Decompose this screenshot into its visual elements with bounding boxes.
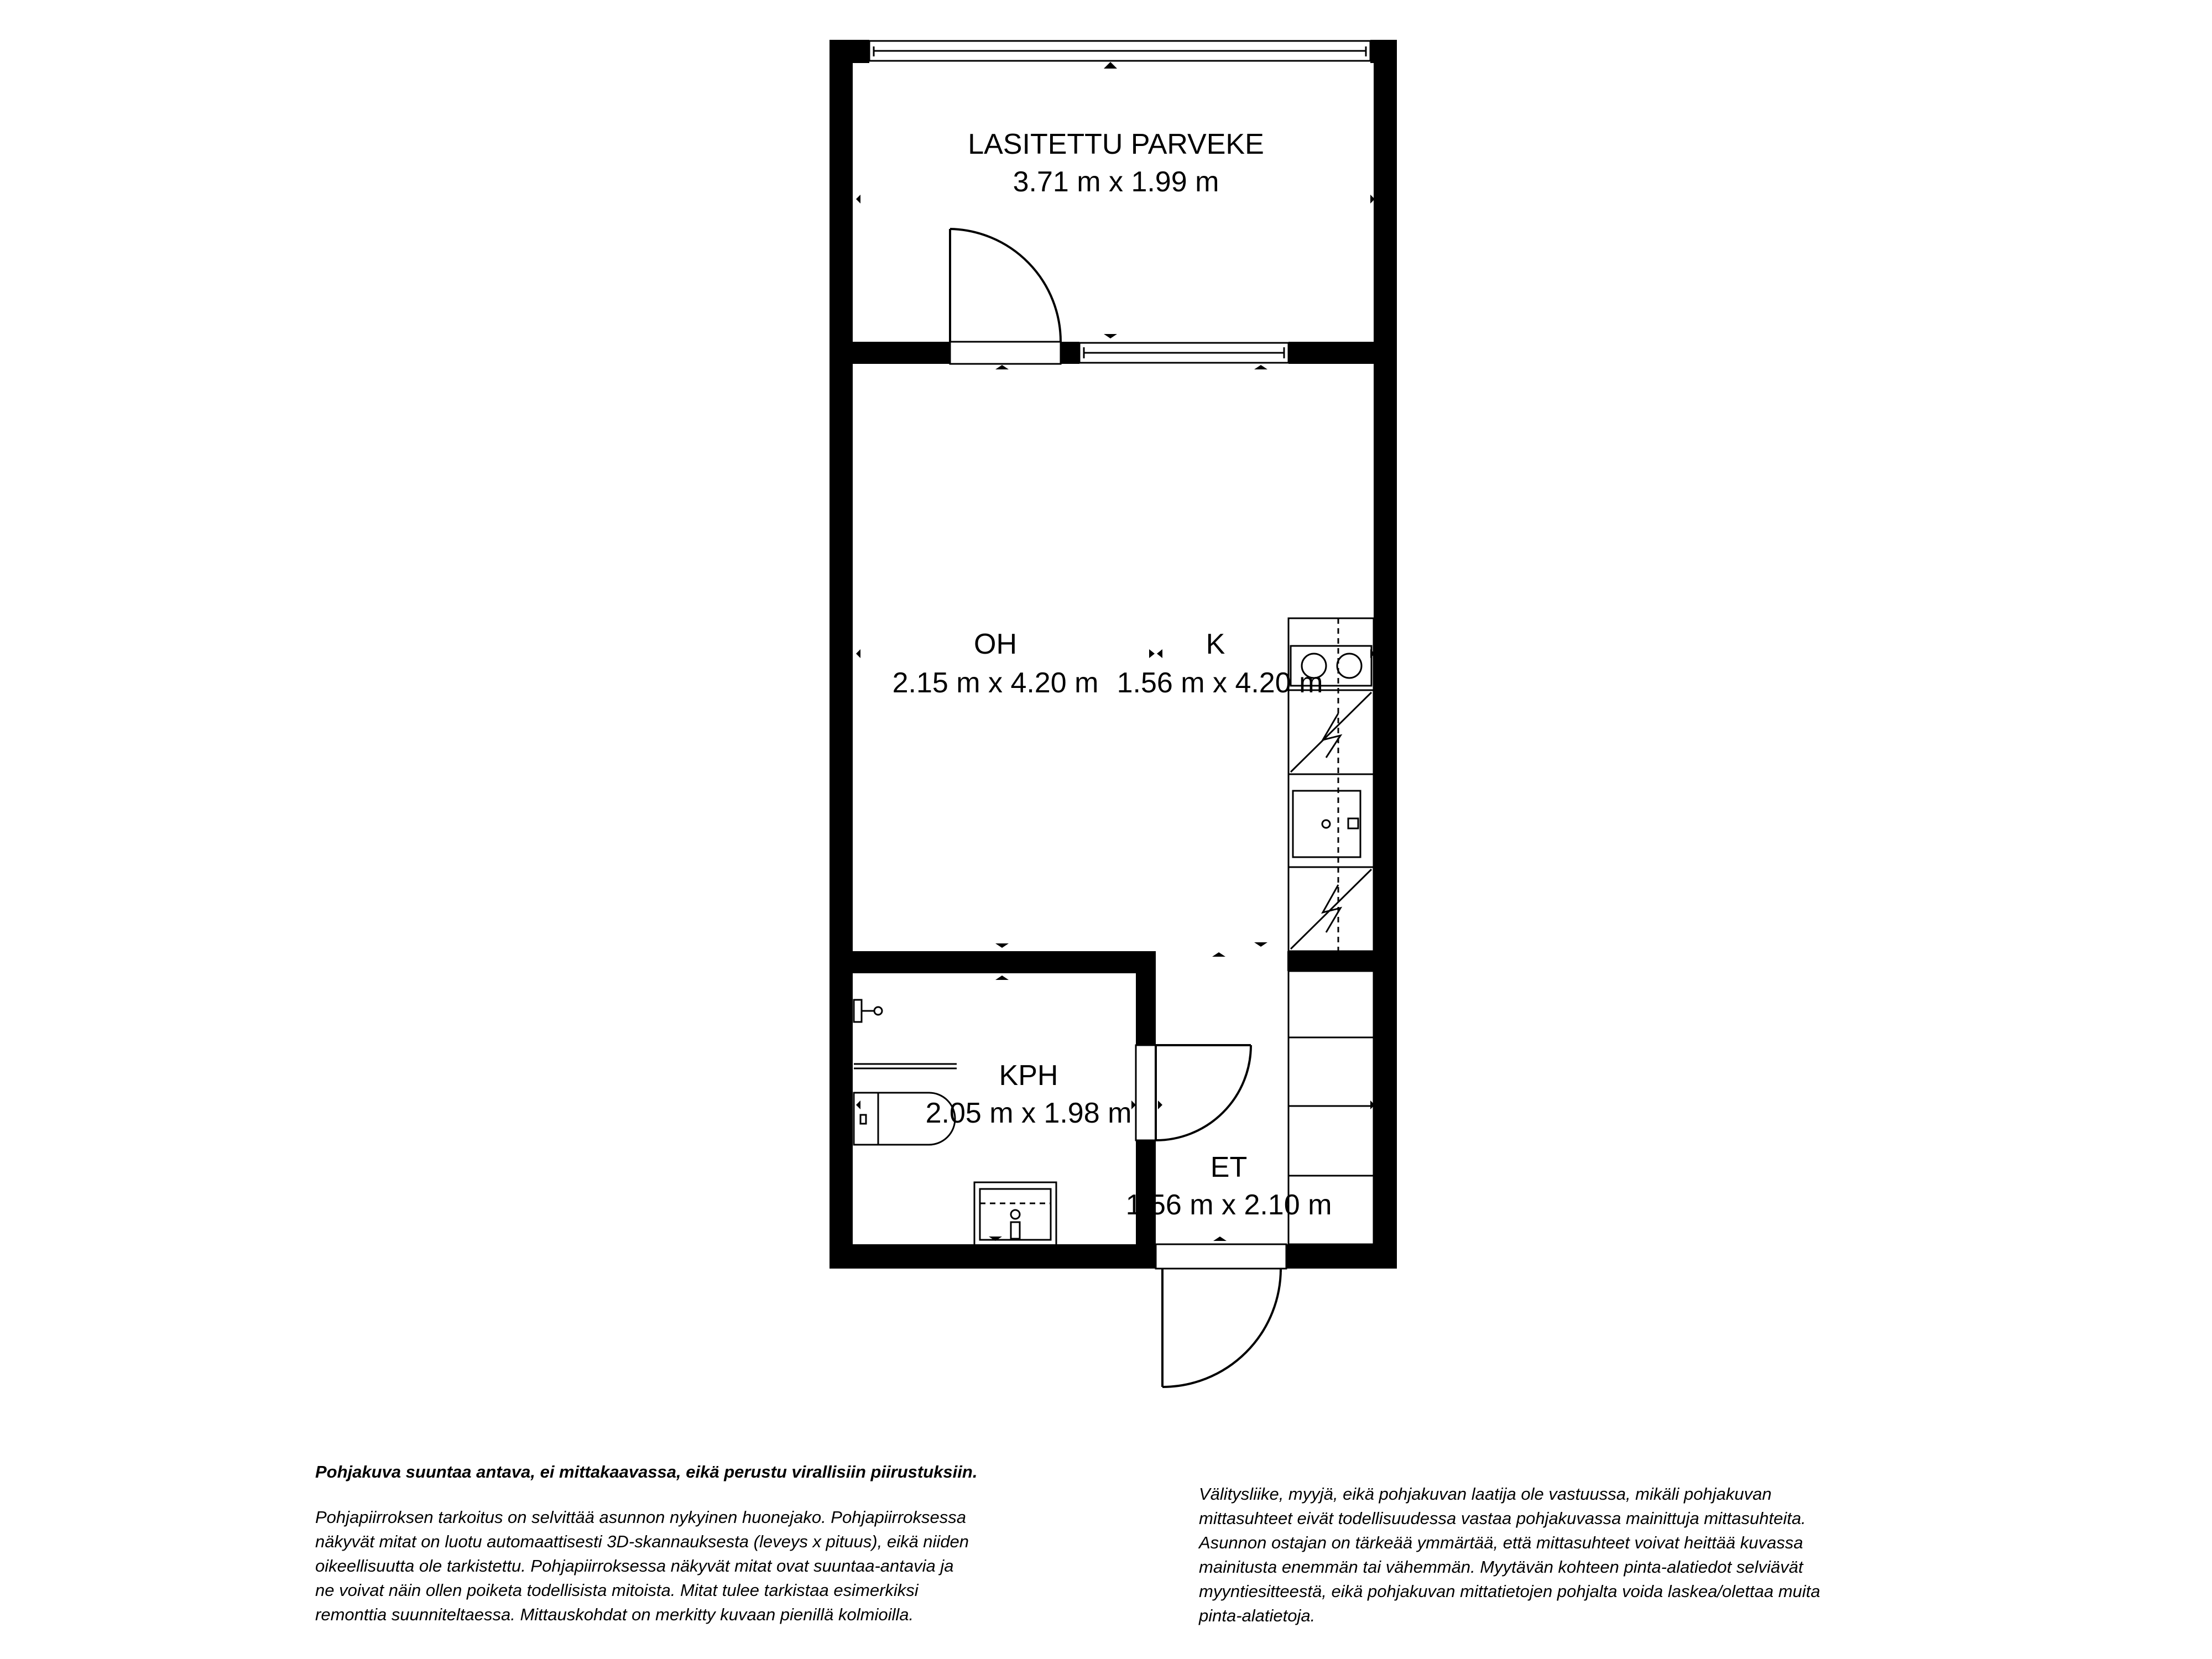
disclaimer-headline: Pohjakuva suuntaa antava, ei mittakaavassa, eikä perustu virallisiin piirustuksiin. bbox=[315, 1462, 978, 1481]
disclaimer-left-line: ne voivat näin ollen poiketa todellisista mitoista. Mitat tulee tarkistaa esimerkiksi bbox=[315, 1580, 919, 1600]
room-dimensions-et: 1.56 m x 2.10 m bbox=[1125, 1189, 1332, 1221]
outer-wall-right bbox=[1374, 40, 1397, 1269]
balcony-glazing bbox=[869, 41, 1370, 61]
disclaimer-left bbox=[315, 1505, 969, 1627]
outer-wall-top-right bbox=[1370, 40, 1397, 63]
disclaimer-right-line: mittasuhteet eivät todellisuudessa vastaa pohjakuvassa mainittuja mittasuhteita. bbox=[1199, 1509, 1806, 1528]
bathroom-sink-icon bbox=[974, 1182, 1056, 1245]
disclaimer-left-line: näkyvät mitat on luotu automaattisesti 3D-skannauksesta (leveys x pituus), eikä niiden bbox=[315, 1532, 969, 1551]
room-name-et: ET bbox=[1210, 1151, 1248, 1183]
room-name-oh: OH bbox=[974, 628, 1017, 660]
bathroom-wall-top bbox=[830, 951, 1156, 973]
disclaimer-right bbox=[1199, 1482, 1820, 1628]
room-name-parveke: LASITETTU PARVEKE bbox=[968, 128, 1264, 160]
bathroom-door-threshold bbox=[1136, 1045, 1156, 1140]
kitchen-sink-icon bbox=[1293, 791, 1360, 857]
disclaimer-right-line: Välitysliike, myyjä, eikä pohjakuvan laatija ole vastuussa, mikäli pohjakuvan bbox=[1199, 1484, 1772, 1504]
fridge-icon bbox=[1291, 692, 1371, 772]
disclaimer-right-line: mainitusta enemmän tai vähemmän. Myytävän kohteen pinta-alatiedot selviävät bbox=[1199, 1557, 1803, 1577]
dishwasher-icon bbox=[1291, 869, 1371, 949]
balcony-wall-right bbox=[1288, 342, 1397, 364]
entrance-door-threshold bbox=[1156, 1244, 1286, 1269]
outer-wall-left bbox=[830, 40, 853, 1269]
shower-fixture-icon bbox=[854, 1000, 882, 1022]
balcony-door bbox=[950, 229, 1061, 342]
room-dimensions-kph: 2.05 m x 1.98 m bbox=[925, 1097, 1132, 1129]
disclaimer-right-line: pinta-alatietoja. bbox=[1199, 1606, 1316, 1625]
balcony-door-threshold bbox=[950, 342, 1061, 364]
balcony-wall-mid bbox=[1061, 342, 1079, 364]
room-dimensions-oh: 2.15 m x 4.20 m bbox=[892, 667, 1099, 699]
bathroom-door bbox=[1156, 1045, 1251, 1140]
entrance-door bbox=[1162, 1269, 1281, 1387]
disclaimer-left-line: Pohjapiirroksen tarkoitus on selvittää asunnon nykyinen huonejako. Pohjapiirroksessa bbox=[315, 1507, 966, 1527]
disclaimer-left-line: oikeellisuutta ole tarkistettu. Pohjapiirroksessa näkyvät mitat ovat suuntaa-antavia ja bbox=[315, 1556, 954, 1575]
kitchen-wall bbox=[1287, 951, 1397, 971]
room-dimensions-k: 1.56 m x 4.20 m bbox=[1117, 667, 1323, 699]
shower-rail bbox=[854, 1064, 957, 1068]
outer-wall-top-left bbox=[830, 40, 869, 63]
room-dimensions-parveke: 3.71 m x 1.99 m bbox=[1013, 166, 1219, 198]
outer-wall-bottom-left bbox=[830, 1244, 1156, 1269]
bathroom-wall-right-upper bbox=[1136, 951, 1156, 1045]
balcony-window bbox=[1079, 343, 1288, 363]
disclaimer-left-line: remonttia suunniteltaessa. Mittauskohdat on merkitty kuvaan pienillä kolmioilla. bbox=[315, 1605, 914, 1624]
disclaimer-right-line: myyntiesitteestä, eikä pohjakuvan mittatietojen pohjalta voida laskea/olettaa muita bbox=[1199, 1582, 1820, 1601]
disclaimer-right-line: Asunnon ostajan on tärkeää ymmärtää, että mittasuhteet voivat heittää kuvassa bbox=[1199, 1533, 1803, 1552]
outer-wall-bottom-right bbox=[1286, 1244, 1397, 1269]
balcony-wall-left bbox=[830, 342, 950, 364]
room-name-k: K bbox=[1206, 628, 1225, 660]
room-name-kph: KPH bbox=[999, 1060, 1058, 1092]
